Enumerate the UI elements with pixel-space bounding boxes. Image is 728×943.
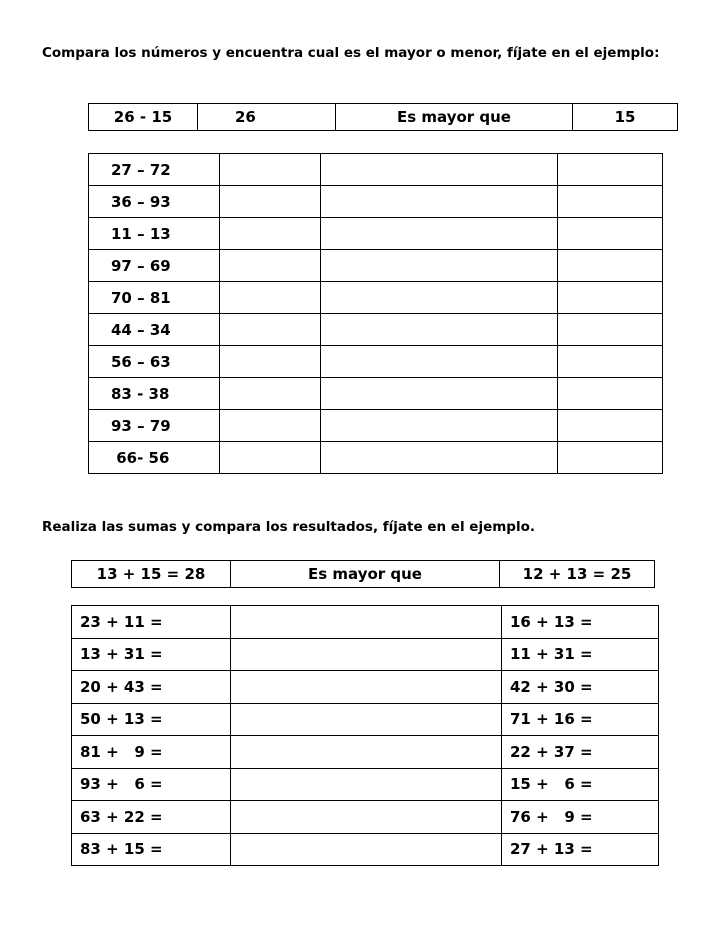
example-row bbox=[72, 561, 655, 588]
answer-relation-cell[interactable] bbox=[231, 606, 502, 639]
answer-second-number-cell[interactable] bbox=[558, 282, 663, 314]
table-row bbox=[89, 442, 663, 474]
example-second-cell: 15 bbox=[573, 104, 678, 131]
answer-second-number-cell[interactable] bbox=[558, 314, 663, 346]
left-sum-cell[interactable]: 23 + 11 = bbox=[72, 606, 231, 639]
table-row bbox=[89, 346, 663, 378]
number-pair-cell: 11 – 13 bbox=[89, 218, 220, 250]
answer-first-number-cell[interactable] bbox=[220, 410, 321, 442]
answer-second-number-cell[interactable] bbox=[558, 442, 663, 474]
left-sum-cell[interactable]: 83 + 15 = bbox=[72, 833, 231, 866]
right-sum-cell[interactable]: 76 + 9 = bbox=[502, 801, 659, 834]
number-pair-cell: 97 – 69 bbox=[89, 250, 220, 282]
answer-relation-cell[interactable] bbox=[231, 801, 502, 834]
answer-second-number-cell[interactable] bbox=[558, 410, 663, 442]
table-row bbox=[89, 186, 663, 218]
table-row bbox=[89, 410, 663, 442]
number-pair-cell: 66- 56 bbox=[89, 442, 220, 474]
answer-relation-cell[interactable] bbox=[321, 314, 558, 346]
answer-relation-cell[interactable] bbox=[321, 442, 558, 474]
exercise2-example-table bbox=[71, 560, 655, 588]
table-row bbox=[72, 833, 659, 866]
number-pair-cell: 27 – 72 bbox=[89, 154, 220, 186]
answer-first-number-cell[interactable] bbox=[220, 346, 321, 378]
table-row bbox=[89, 218, 663, 250]
answer-relation-cell[interactable] bbox=[231, 703, 502, 736]
exercise1-example-table bbox=[88, 103, 678, 131]
answer-first-number-cell[interactable] bbox=[220, 218, 321, 250]
answer-relation-cell[interactable] bbox=[231, 671, 502, 704]
right-sum-cell[interactable]: 16 + 13 = bbox=[502, 606, 659, 639]
table-row bbox=[89, 378, 663, 410]
answer-relation-cell[interactable] bbox=[321, 378, 558, 410]
left-sum-cell[interactable]: 93 + 6 = bbox=[72, 768, 231, 801]
answer-first-number-cell[interactable] bbox=[220, 186, 321, 218]
right-sum-cell[interactable]: 71 + 16 = bbox=[502, 703, 659, 736]
answer-relation-cell[interactable] bbox=[231, 833, 502, 866]
number-pair-cell: 56 – 63 bbox=[89, 346, 220, 378]
number-pair-cell: 70 – 81 bbox=[89, 282, 220, 314]
example-relation-cell: Es mayor que bbox=[336, 104, 573, 131]
example-row bbox=[89, 104, 678, 131]
exercise2-table bbox=[71, 605, 659, 866]
answer-second-number-cell[interactable] bbox=[558, 378, 663, 410]
answer-second-number-cell[interactable] bbox=[558, 154, 663, 186]
table-row bbox=[72, 638, 659, 671]
exercise1-table bbox=[88, 153, 663, 474]
answer-first-number-cell[interactable] bbox=[220, 442, 321, 474]
right-sum-cell[interactable]: 27 + 13 = bbox=[502, 833, 659, 866]
answer-second-number-cell[interactable] bbox=[558, 346, 663, 378]
number-pair-cell: 83 - 38 bbox=[89, 378, 220, 410]
right-sum-cell[interactable]: 15 + 6 = bbox=[502, 768, 659, 801]
answer-first-number-cell[interactable] bbox=[220, 314, 321, 346]
left-sum-cell[interactable]: 20 + 43 = bbox=[72, 671, 231, 704]
answer-first-number-cell[interactable] bbox=[220, 250, 321, 282]
right-sum-cell[interactable]: 11 + 31 = bbox=[502, 638, 659, 671]
table-row bbox=[72, 768, 659, 801]
table-row bbox=[89, 282, 663, 314]
answer-second-number-cell[interactable] bbox=[558, 186, 663, 218]
exercise1-instruction: Compara los números y encuentra cual es el mayor o menor, fíjate en el ejemplo: bbox=[42, 45, 660, 61]
number-pair-cell: 93 – 79 bbox=[89, 410, 220, 442]
left-sum-cell[interactable]: 63 + 22 = bbox=[72, 801, 231, 834]
table-row bbox=[89, 314, 663, 346]
right-sum-cell[interactable]: 22 + 37 = bbox=[502, 736, 659, 769]
answer-relation-cell[interactable] bbox=[231, 736, 502, 769]
left-sum-cell[interactable]: 81 + 9 = bbox=[72, 736, 231, 769]
answer-relation-cell[interactable] bbox=[321, 154, 558, 186]
answer-second-number-cell[interactable] bbox=[558, 250, 663, 282]
answer-relation-cell[interactable] bbox=[321, 218, 558, 250]
example-left-sum-cell: 13 + 15 = 28 bbox=[72, 561, 231, 588]
table-row bbox=[89, 250, 663, 282]
left-sum-cell[interactable]: 13 + 31 = bbox=[72, 638, 231, 671]
left-sum-cell[interactable]: 50 + 13 = bbox=[72, 703, 231, 736]
table-row bbox=[72, 801, 659, 834]
answer-relation-cell[interactable] bbox=[321, 282, 558, 314]
table-row bbox=[89, 154, 663, 186]
answer-second-number-cell[interactable] bbox=[558, 218, 663, 250]
answer-relation-cell[interactable] bbox=[321, 410, 558, 442]
right-sum-cell[interactable]: 42 + 30 = bbox=[502, 671, 659, 704]
table-row bbox=[72, 703, 659, 736]
exercise2-instruction: Realiza las sumas y compara los resultados, fíjate en el ejemplo. bbox=[42, 519, 535, 535]
example-first-cell: 26 bbox=[198, 104, 336, 131]
example-relation-cell: Es mayor que bbox=[231, 561, 500, 588]
table-row bbox=[72, 671, 659, 704]
answer-first-number-cell[interactable] bbox=[220, 282, 321, 314]
answer-relation-cell[interactable] bbox=[321, 250, 558, 282]
answer-relation-cell[interactable] bbox=[231, 768, 502, 801]
answer-first-number-cell[interactable] bbox=[220, 154, 321, 186]
example-pair-cell: 26 - 15 bbox=[89, 104, 198, 131]
number-pair-cell: 36 – 93 bbox=[89, 186, 220, 218]
answer-relation-cell[interactable] bbox=[321, 346, 558, 378]
answer-relation-cell[interactable] bbox=[231, 638, 502, 671]
example-right-sum-cell: 12 + 13 = 25 bbox=[500, 561, 655, 588]
table-row bbox=[72, 736, 659, 769]
number-pair-cell: 44 – 34 bbox=[89, 314, 220, 346]
answer-first-number-cell[interactable] bbox=[220, 378, 321, 410]
table-row bbox=[72, 606, 659, 639]
answer-relation-cell[interactable] bbox=[321, 186, 558, 218]
